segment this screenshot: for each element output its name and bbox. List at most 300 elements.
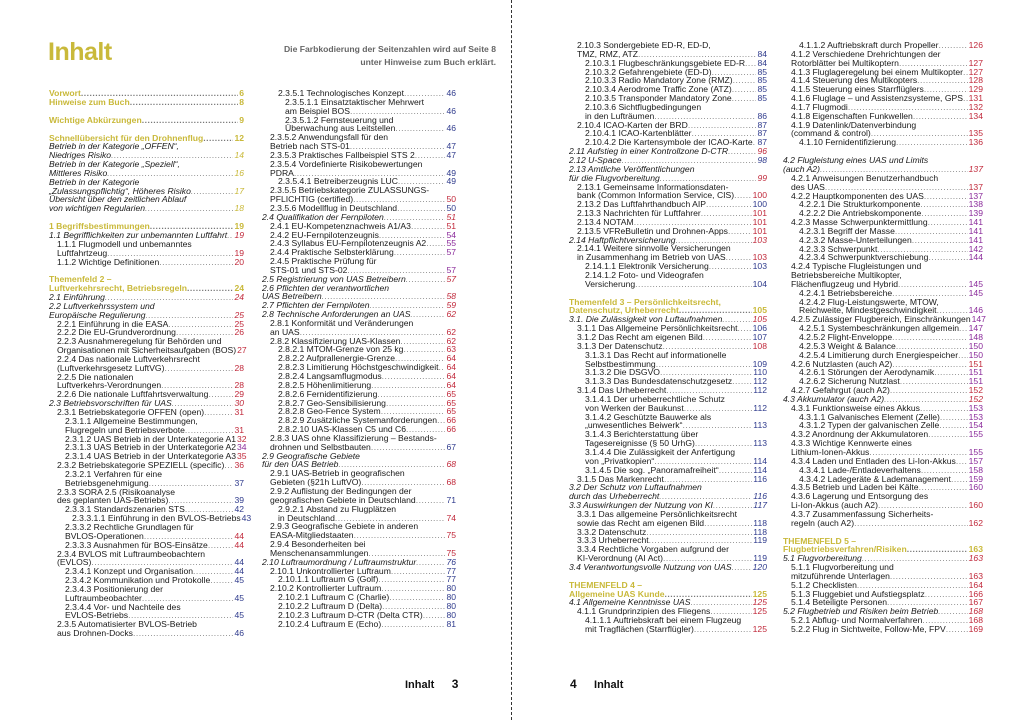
toc-page-number: 43 [241, 513, 252, 524]
toc-entry-text: „unwesentliches Beiwerk“ [585, 420, 683, 431]
toc-entry-text: 1.1.1 Flugmodell und unbemanntes [57, 238, 192, 249]
toc-entry-text: Vorwort [49, 88, 81, 98]
dot-leader [934, 368, 967, 377]
toc-page-number: 157 [968, 455, 983, 466]
toc-entry-text: 2.8.2.5 Höhenlimitierung [278, 379, 372, 390]
toc-page-number: 118 [753, 517, 767, 528]
toc-page-number: 148 [968, 332, 983, 342]
toc-entry-text: 4.1.1.2 Auftriebskraft durch Propeller [799, 40, 939, 50]
toc-page-number: 100 [752, 190, 767, 201]
toc-entry-text: 1.1 Begrifflichkeiten zur unbemannten Luftfahrt [49, 229, 228, 240]
dot-leader [921, 209, 967, 218]
toc-page-number: 107 [752, 332, 767, 342]
toc-entry-text: 3.4 Verantwortungsvolle Nutzung von UAS [569, 561, 732, 572]
toc-entry[interactable] [262, 319, 456, 337]
toc-entry-text: 2.10 Luftraumordnung / Luftraumstruktur [262, 556, 417, 567]
toc-entry-text: 2.3.5.2 Anwendungsfall für den [270, 132, 389, 143]
toc-entry-text: 2.3.1.1 Allgemeine Bestimmungen, [65, 415, 198, 426]
toc-page-number: 128 [968, 75, 983, 86]
toc-entry[interactable] [569, 545, 767, 563]
toc-entry-text: 2.10.3.2 Gefahrengebiete (ED-D) [585, 66, 712, 77]
dot-leader [898, 280, 968, 289]
toc-entry-text: Flugbetriebsverfahren/Risiken [783, 544, 907, 555]
toc-entry[interactable] [783, 262, 983, 289]
toc-page-number: 150 [968, 349, 983, 360]
toc-entry-text: 4.3.4 Laden und Entladen des Li-Ion-Akkus [791, 455, 956, 466]
toc-page-number: 136 [968, 137, 983, 148]
toc-page-number: 129 [968, 84, 983, 95]
dot-leader [145, 204, 233, 213]
dot-leader [703, 333, 752, 342]
toc-entry-text: (command & control) [791, 128, 871, 139]
toc-page-number: 63 [446, 344, 456, 355]
toc-entry[interactable] [262, 257, 456, 275]
toc-entry[interactable] [49, 470, 244, 488]
toc-page-number: 166 [968, 588, 983, 599]
toc-entry[interactable] [49, 178, 244, 196]
toc-page-number: 147 [971, 314, 986, 325]
footer-label: Inhalt [405, 679, 435, 691]
toc-page-number: 25 [234, 318, 244, 329]
toc-page-number: 46 [446, 123, 456, 134]
toc-page-number: 145 [968, 278, 983, 289]
toc-entry-text: TMZ, RMZ, ATZ [577, 48, 638, 59]
toc-page-number: 118 [753, 526, 767, 537]
toc-entry-text: an UAS [270, 326, 300, 337]
toc-page-number: 132 [968, 101, 983, 112]
toc-entry-text: 2.2 Luftverkehrssystem und [49, 300, 155, 311]
toc-entry[interactable] [783, 510, 983, 528]
toc-entry-text: geografischen Gebiete in Deutschland [270, 494, 416, 505]
dot-leader [704, 519, 752, 528]
toc-entry[interactable] [262, 160, 456, 178]
dot-leader [159, 258, 233, 267]
toc-entry-text: 4.3.4.2 Ladegeräte & Lademanagement [799, 473, 951, 484]
toc-entry-text: 2.8.1 Konformität und Veränderungen [270, 317, 414, 328]
toc-entry[interactable] [49, 355, 244, 373]
dot-leader [854, 519, 968, 528]
toc-entry[interactable] [783, 298, 983, 316]
toc-entry[interactable] [569, 165, 767, 183]
dot-leader [734, 191, 752, 200]
toc-entry-text: EVLOS-Betriebs [65, 610, 129, 621]
toc-entry-text: 2.3.4.2 Kommunikation und Protokolle [65, 575, 211, 586]
toc-entry[interactable] [49, 240, 244, 258]
toc-entry-text: 3.3.2 Datenschutz [577, 526, 647, 537]
toc-page-number: 160 [968, 482, 983, 493]
toc-section-heading[interactable] [49, 98, 244, 107]
toc-entry[interactable] [49, 523, 244, 541]
toc-entry-text: 2.10.3.3 Radio Mandatory Zone (RMZ) [585, 75, 733, 86]
dot-leader [133, 629, 233, 638]
toc-entry[interactable] [569, 351, 767, 369]
toc-entry[interactable] [783, 625, 983, 634]
toc-page-number: 42 [234, 504, 244, 515]
toc-page-number: 71 [446, 494, 456, 505]
toc-entry[interactable] [262, 186, 456, 204]
toc-entry[interactable] [569, 271, 767, 289]
dot-leader [400, 337, 445, 346]
toc-page-number: 44 [234, 557, 244, 568]
toc-entry-text: 2.10.2.1 Luftraum C (Charlie) [278, 592, 390, 603]
dot-leader [397, 204, 445, 213]
toc-entry-text: PFLICHTIG (certified) [270, 194, 354, 205]
dot-leader [168, 320, 233, 329]
toc-entry[interactable] [569, 430, 767, 448]
dot-leader [204, 408, 233, 417]
toc-entry[interactable] [569, 244, 767, 262]
toc-page-number: 112 [753, 376, 767, 387]
toc-page-number: 135 [968, 128, 983, 139]
toc-entry-text: 4.2.4 Typische Flugleistungen und [791, 261, 922, 272]
toc-section-heading[interactable] [49, 116, 244, 125]
toc-entry-text: 4.2.3 Masse Schwerpunktermittlung [791, 217, 928, 228]
toc-entry[interactable] [49, 336, 247, 356]
toc-entry[interactable] [49, 195, 244, 213]
toc-entry-text: 2.8.2.2 Aufprallenergie-Grenze [278, 353, 396, 364]
toc-page-number: 101 [752, 216, 767, 227]
toc-entry[interactable] [262, 452, 456, 470]
toc-entry[interactable] [783, 50, 983, 68]
toc-entry-text: (EVLOS) [57, 557, 92, 568]
dot-leader [732, 563, 752, 572]
dot-leader [210, 576, 233, 585]
toc-page-number: 137 [968, 163, 983, 174]
toc-entry-text: 4.1.1 Grundprinzipien des Fliegens [577, 606, 711, 617]
page-footer-right [570, 677, 623, 691]
toc-entry-text: Rotorblätter bei Multikoptern [791, 57, 899, 68]
toc-entry-text: 5.2.2 Flug in Sichtweite, Follow-Me, FPV [791, 624, 946, 634]
toc-page-number: 144 [968, 252, 983, 263]
toc-entry-text: Luftfahrtzeug [57, 247, 108, 258]
toc-entry-text: Betrieb in der Kategorie „Speziell“, [49, 159, 180, 170]
toc-entry-text: 2.10.3.4 Aerodrome Traffic Zone (ATZ) [585, 84, 732, 95]
toc-entry-text: Organisationen mit Sicherheitsaufgaben (BOS) [57, 345, 237, 356]
toc-entry-text: 2.4.5 Praktische Prüfung für [270, 256, 377, 267]
dot-leader [912, 236, 968, 245]
toc-entry-text: 3.1.2 Das Recht am eigenen Bild [577, 332, 703, 342]
toc-section-heading[interactable] [783, 537, 983, 555]
dot-leader [958, 351, 968, 360]
dot-leader [900, 377, 968, 386]
toc-page-number: 125 [752, 624, 767, 634]
toc-entry[interactable] [783, 174, 983, 192]
toc-entry[interactable] [783, 439, 983, 457]
toc-page-number: 134 [968, 110, 983, 121]
toc-entry[interactable] [262, 133, 456, 151]
toc-page-number: 29 [234, 389, 244, 400]
dot-leader [203, 134, 233, 143]
toc-entry[interactable] [262, 284, 456, 302]
toc-entry-text: 2.10.3.5 Transponder Mandatory Zone [585, 93, 732, 104]
toc-page-number: 64 [446, 379, 456, 390]
toc-entry-text: 2.9.2 Auflistung der Bedingungen der [270, 485, 412, 496]
toc-page-number: 85 [757, 66, 767, 77]
toc-page-number: 145 [968, 287, 983, 298]
toc-entry-text: 4.1.3 Fluglageregelung bei einem Multikopter [791, 66, 963, 77]
toc-entry[interactable] [262, 487, 456, 505]
toc-page-number: 65 [446, 397, 456, 408]
toc-entry-text: 2.6 Pflichten der verantwortlichen [262, 282, 390, 293]
toc-entry-text: in Deutschland [278, 512, 335, 523]
toc-page-number: 164 [968, 579, 983, 590]
toc-entry-text: 2.14.1.1 Elektronik Versicherung [585, 261, 709, 272]
toc-page-number: 57 [446, 247, 456, 258]
toc-entry[interactable] [569, 448, 767, 466]
toc-page-number: 55 [446, 238, 456, 249]
toc-entry[interactable] [569, 616, 767, 634]
dot-leader [719, 466, 753, 475]
dot-leader [946, 625, 968, 634]
toc-entry[interactable] [569, 413, 767, 431]
toc-page-number: 160 [968, 500, 983, 511]
toc-entry-text: 3.1.3.1 Das Recht auf informationelle [585, 349, 727, 360]
toc-entry-text: 4.2.6.2 Sicherung Nutzlast [799, 376, 900, 387]
toc-entry-text: 5.1 Flugvorbereitung [783, 553, 862, 564]
toc-page-number: 151 [968, 358, 983, 369]
dot-leader [920, 200, 967, 209]
toc-page-number: 45 [234, 575, 244, 586]
toc-entry-text: 2.10.3 Sondergebiete ED-R, ED-D, [577, 40, 711, 50]
toc-entry[interactable] [569, 395, 767, 413]
toc-entry-text: durch das Urheberrecht [569, 491, 660, 502]
toc-page-number: 153 [968, 402, 983, 413]
toc-page-number: 62 [446, 309, 456, 320]
toc-entry-text: Hinweise zum Buch [49, 96, 130, 107]
dot-leader [956, 457, 968, 466]
toc-entry-text: 1 Begriffsbestimmungen [49, 221, 150, 232]
toc-page-number: 6 [239, 88, 244, 98]
toc-page-number: 49 [446, 176, 456, 187]
toc-page-number: 62 [446, 335, 456, 346]
toc-entry[interactable] [262, 522, 456, 540]
toc-entry-text: 2.14.1 Weitere sinnvolle Versicherungen [577, 243, 731, 254]
toc-entry-text: 5.2 Flugbetrieb und Risiken beim Betrieb [783, 606, 939, 617]
toc-entry-text: 3.1.1 Das Allgemeine Persönlichkeitsrecht [577, 323, 738, 334]
toc-entry-text: 2.8 Technische Anforderungen an UAS [262, 309, 411, 320]
dot-leader [208, 390, 233, 399]
toc-entry-text: 4.2.1 Anweisungen Benutzerhandbuch [791, 172, 939, 183]
toc-entry-text: Li-Ion-Akkus (auch A2) [791, 500, 878, 511]
toc-entry-text: 4.3.2 Anordnung der Akkumulatoren [791, 429, 929, 440]
dot-leader [939, 41, 968, 50]
toc-page-number: 24 [234, 283, 244, 294]
toc-entry-text: 2.10.4.2 Die Kartensymbole der ICAO-Karte [585, 137, 753, 148]
toc-entry-text: Luftverkehrsrecht, Betriebsregeln [49, 283, 188, 294]
toc-page-number: 96 [757, 146, 767, 157]
dot-leader [701, 209, 752, 218]
toc-entry-text: 3.3.3 Urheberrecht [577, 535, 649, 546]
toc-entry-text: Versicherung [585, 278, 636, 289]
toc-entry-text: 2.3.5.3 Praktisches Fallbeispiel STS 2 [270, 149, 415, 160]
toc-page-number: 84 [757, 57, 767, 68]
toc-page-number: 87 [757, 137, 767, 148]
toc-entry[interactable] [783, 138, 983, 147]
toc-entry-text: 2.10.2 Kontrollierter Luftraum [270, 583, 382, 594]
toc-entry-text: 2.8.2.1 MTOM-Grenze von 25 kg [278, 344, 404, 355]
toc-entry[interactable] [49, 620, 244, 638]
toc-entry-text: Lithium-Ionen-Akkus [791, 446, 870, 457]
toc-entry-text: 4.3.1.1 Galvanisches Element (Zelle) [799, 411, 940, 422]
toc-entry-text: Betriebsgenehmigung [65, 477, 149, 488]
toc-entry-text: 4.2.4.1 Betriebsbereiche [799, 287, 893, 298]
toc-page-number: 152 [968, 393, 983, 404]
toc-entry-text: Menschenansammlungen [270, 547, 369, 558]
toc-page-number: 125 [752, 588, 767, 599]
toc-entry[interactable] [569, 563, 767, 572]
toc-page-number: 47 [446, 149, 456, 160]
toc-entry-text: 1.1.2 Wichtige Definitionen [57, 256, 160, 267]
toc-section-heading[interactable] [569, 298, 767, 316]
toc-page-number: 103 [752, 234, 767, 245]
toc-entry-text: 2.13 Amtliche Veröffentlichungen [569, 163, 695, 174]
toc-entry[interactable] [262, 505, 456, 523]
toc-entry-text: Betrieb in der Kategorie „OFFEN“, [49, 141, 179, 152]
dot-leader [382, 372, 446, 381]
toc-entry[interactable] [49, 603, 244, 621]
dot-leader [688, 121, 757, 130]
toc-entry-text: 2.9.3 Geografische Gebiete in anderen [270, 521, 419, 532]
toc-entry-text: 2.3.4.4 Vor- und Nachteile des [65, 601, 181, 612]
toc-entry-text: für die Flugvorbereitung [569, 172, 660, 183]
toc-entry-text: 2.9.1 UAS-Betrieb in geografischen [270, 468, 405, 479]
toc-entry-text: 4.2.3.4 Schwerpunktverschiebung [799, 252, 929, 263]
toc-page-number: 77 [446, 565, 456, 576]
dot-leader [940, 413, 968, 422]
toc-entry[interactable] [262, 469, 456, 487]
toc-entry-text: 4.2.2.1 Die Strukturkomponente [799, 199, 921, 210]
toc-entry[interactable] [49, 585, 244, 603]
dot-leader [925, 590, 968, 599]
dot-leader [928, 253, 967, 262]
toc-entry-text: 4.2.5.1 Systembeschränkungen allgemein [799, 323, 960, 334]
toc-entry-text: 2.8.3 UAS ohne Klassifizierung – Bestands- [270, 432, 437, 443]
toc-entry-text: Betrieb in der Kategorie [49, 176, 140, 187]
dot-leader [924, 192, 968, 201]
toc-entry-text: 2.7 Pflichten der Fernpiloten [262, 300, 370, 311]
toc-section-heading[interactable] [569, 581, 767, 599]
toc-entry-text: 4.2.7 Gefahrgut (auch A2) [791, 385, 890, 396]
dot-leader [646, 528, 752, 537]
toc-entry-text: 2.9 Geografische Gebiete [262, 450, 360, 461]
toc-page-number: 141 [968, 217, 983, 228]
toc-page-number: 68 [446, 477, 456, 488]
toc-entry[interactable] [569, 103, 767, 121]
toc-entry[interactable] [49, 488, 244, 506]
toc-entry-text: 4.3.5 Betrieb und Laden bei Kälte [791, 482, 919, 493]
toc-entry[interactable] [49, 302, 244, 320]
toc-entry[interactable] [569, 183, 767, 201]
dot-leader [694, 625, 752, 634]
toc-page-number: 99 [757, 172, 767, 183]
toc-entry-text: 5.1.3 Fluggebiet und Aufstiegsplatz [791, 588, 925, 599]
toc-entry[interactable] [783, 121, 983, 139]
toc-section-heading[interactable] [49, 275, 244, 293]
toc-page-number: 105 [752, 305, 767, 316]
toc-entry[interactable] [49, 550, 244, 568]
toc-entry-text: 4.2.3.3 Schwerpunkt [799, 243, 878, 254]
toc-entry[interactable] [783, 156, 983, 174]
toc-page-number: 47 [446, 141, 456, 152]
toc-page-number: 80 [446, 609, 456, 620]
toc-entry-text: Flugregeln und Betriebsverbote [65, 424, 185, 435]
toc-page-number: 45 [234, 592, 244, 603]
toc-entry-text: 3.1.4 Das Urheberrecht [577, 385, 667, 396]
dot-leader [890, 572, 968, 581]
toc-entry[interactable] [569, 483, 767, 501]
dot-leader [728, 147, 756, 156]
toc-entry[interactable] [783, 492, 983, 510]
toc-entry[interactable] [49, 258, 244, 267]
toc-entry[interactable] [262, 434, 456, 452]
toc-entry[interactable] [262, 540, 456, 558]
toc-entry[interactable] [49, 142, 244, 160]
toc-entry-text: 2.3.4.1 Konzept und Organisation [65, 566, 194, 577]
toc-page-number: 137 [968, 190, 983, 201]
toc-page-number: 74 [446, 512, 456, 523]
toc-page-number: 36 [234, 460, 244, 471]
toc-page-number: 45 [234, 610, 244, 621]
toc-entry-text: Überwachung aus Leitstellen [285, 123, 396, 134]
toc-entry-text: PDRA [270, 167, 294, 178]
toc-entry-text: mit Tragflächen (Starrflügler) [585, 624, 694, 634]
page-title: Inhalt [48, 38, 112, 66]
page-divider [511, 0, 512, 720]
toc-entry-text: 4.2.6 Nutzlasten (auch A2) [791, 358, 893, 369]
toc-page-number: 51 [446, 211, 456, 222]
toc-entry-text: (Luftverkehrsgesetz LuftVG) [57, 362, 165, 373]
toc-entry[interactable] [49, 417, 244, 435]
dot-leader [381, 584, 445, 593]
toc-page-number: 125 [752, 597, 767, 608]
toc-entry-text: 3.1. Die Zulässigkeit von Luftaufnahmen [569, 314, 723, 325]
dot-leader [706, 200, 752, 209]
toc-entry[interactable] [262, 116, 456, 134]
toc-page-number: 65 [446, 406, 456, 417]
toc-page-number: 168 [968, 606, 983, 617]
toc-entry-text: Themenfeld 2 – [49, 274, 112, 285]
toc-page-number: 75 [446, 547, 456, 558]
toc-entry[interactable] [49, 373, 244, 391]
toc-entry[interactable] [569, 41, 767, 59]
toc-page-number: 19 [234, 229, 244, 240]
toc-page-number: 19 [234, 247, 244, 258]
toc-page-number: 116 [753, 491, 767, 502]
toc-entry[interactable] [783, 563, 983, 581]
dot-leader [381, 620, 445, 629]
toc-entry-text: 2.10.4.1 ICAO-Kartenblätter [585, 128, 692, 139]
dot-leader [928, 430, 968, 439]
toc-entry[interactable] [569, 510, 767, 528]
toc-column-1 [49, 88, 252, 639]
dot-leader [896, 138, 968, 147]
toc-entry-text: STS-01 und STS-02 [270, 264, 348, 275]
toc-entry-text: 3.1.4.2 Geschützte Bauwerke als [585, 411, 712, 422]
toc-entry[interactable] [262, 620, 456, 629]
toc-entry[interactable] [262, 98, 456, 116]
toc-page-number: 51 [446, 220, 456, 231]
toc-entry[interactable] [49, 160, 244, 178]
toc-entry-text: 4.1.6 Fluglage – und Assistenzsysteme, GPS [791, 93, 963, 104]
toc-entry-text: 2.3.5 Automatisierter BVLOS-Betrieb [57, 619, 197, 630]
dot-leader [354, 531, 446, 540]
color-coding-note: Die Farbkodierung der Seitenzahlen wird auf Seite 8 unter Hinweise zum Buch erklärt. [283, 44, 496, 67]
toc-page-number: 62 [446, 326, 456, 337]
toc-entry-text: für den UAS Betrieb [262, 459, 339, 470]
toc-entry-text: 2.4.3 Syllabus EU-Fernpilotenzeugnis A2 [270, 238, 427, 249]
toc-entry-text: Betrieb nach STS-01 [270, 141, 350, 152]
toc-entry-text: 4.1.1.1 Auftriebskraft bei einem Flugzeug [585, 615, 742, 626]
